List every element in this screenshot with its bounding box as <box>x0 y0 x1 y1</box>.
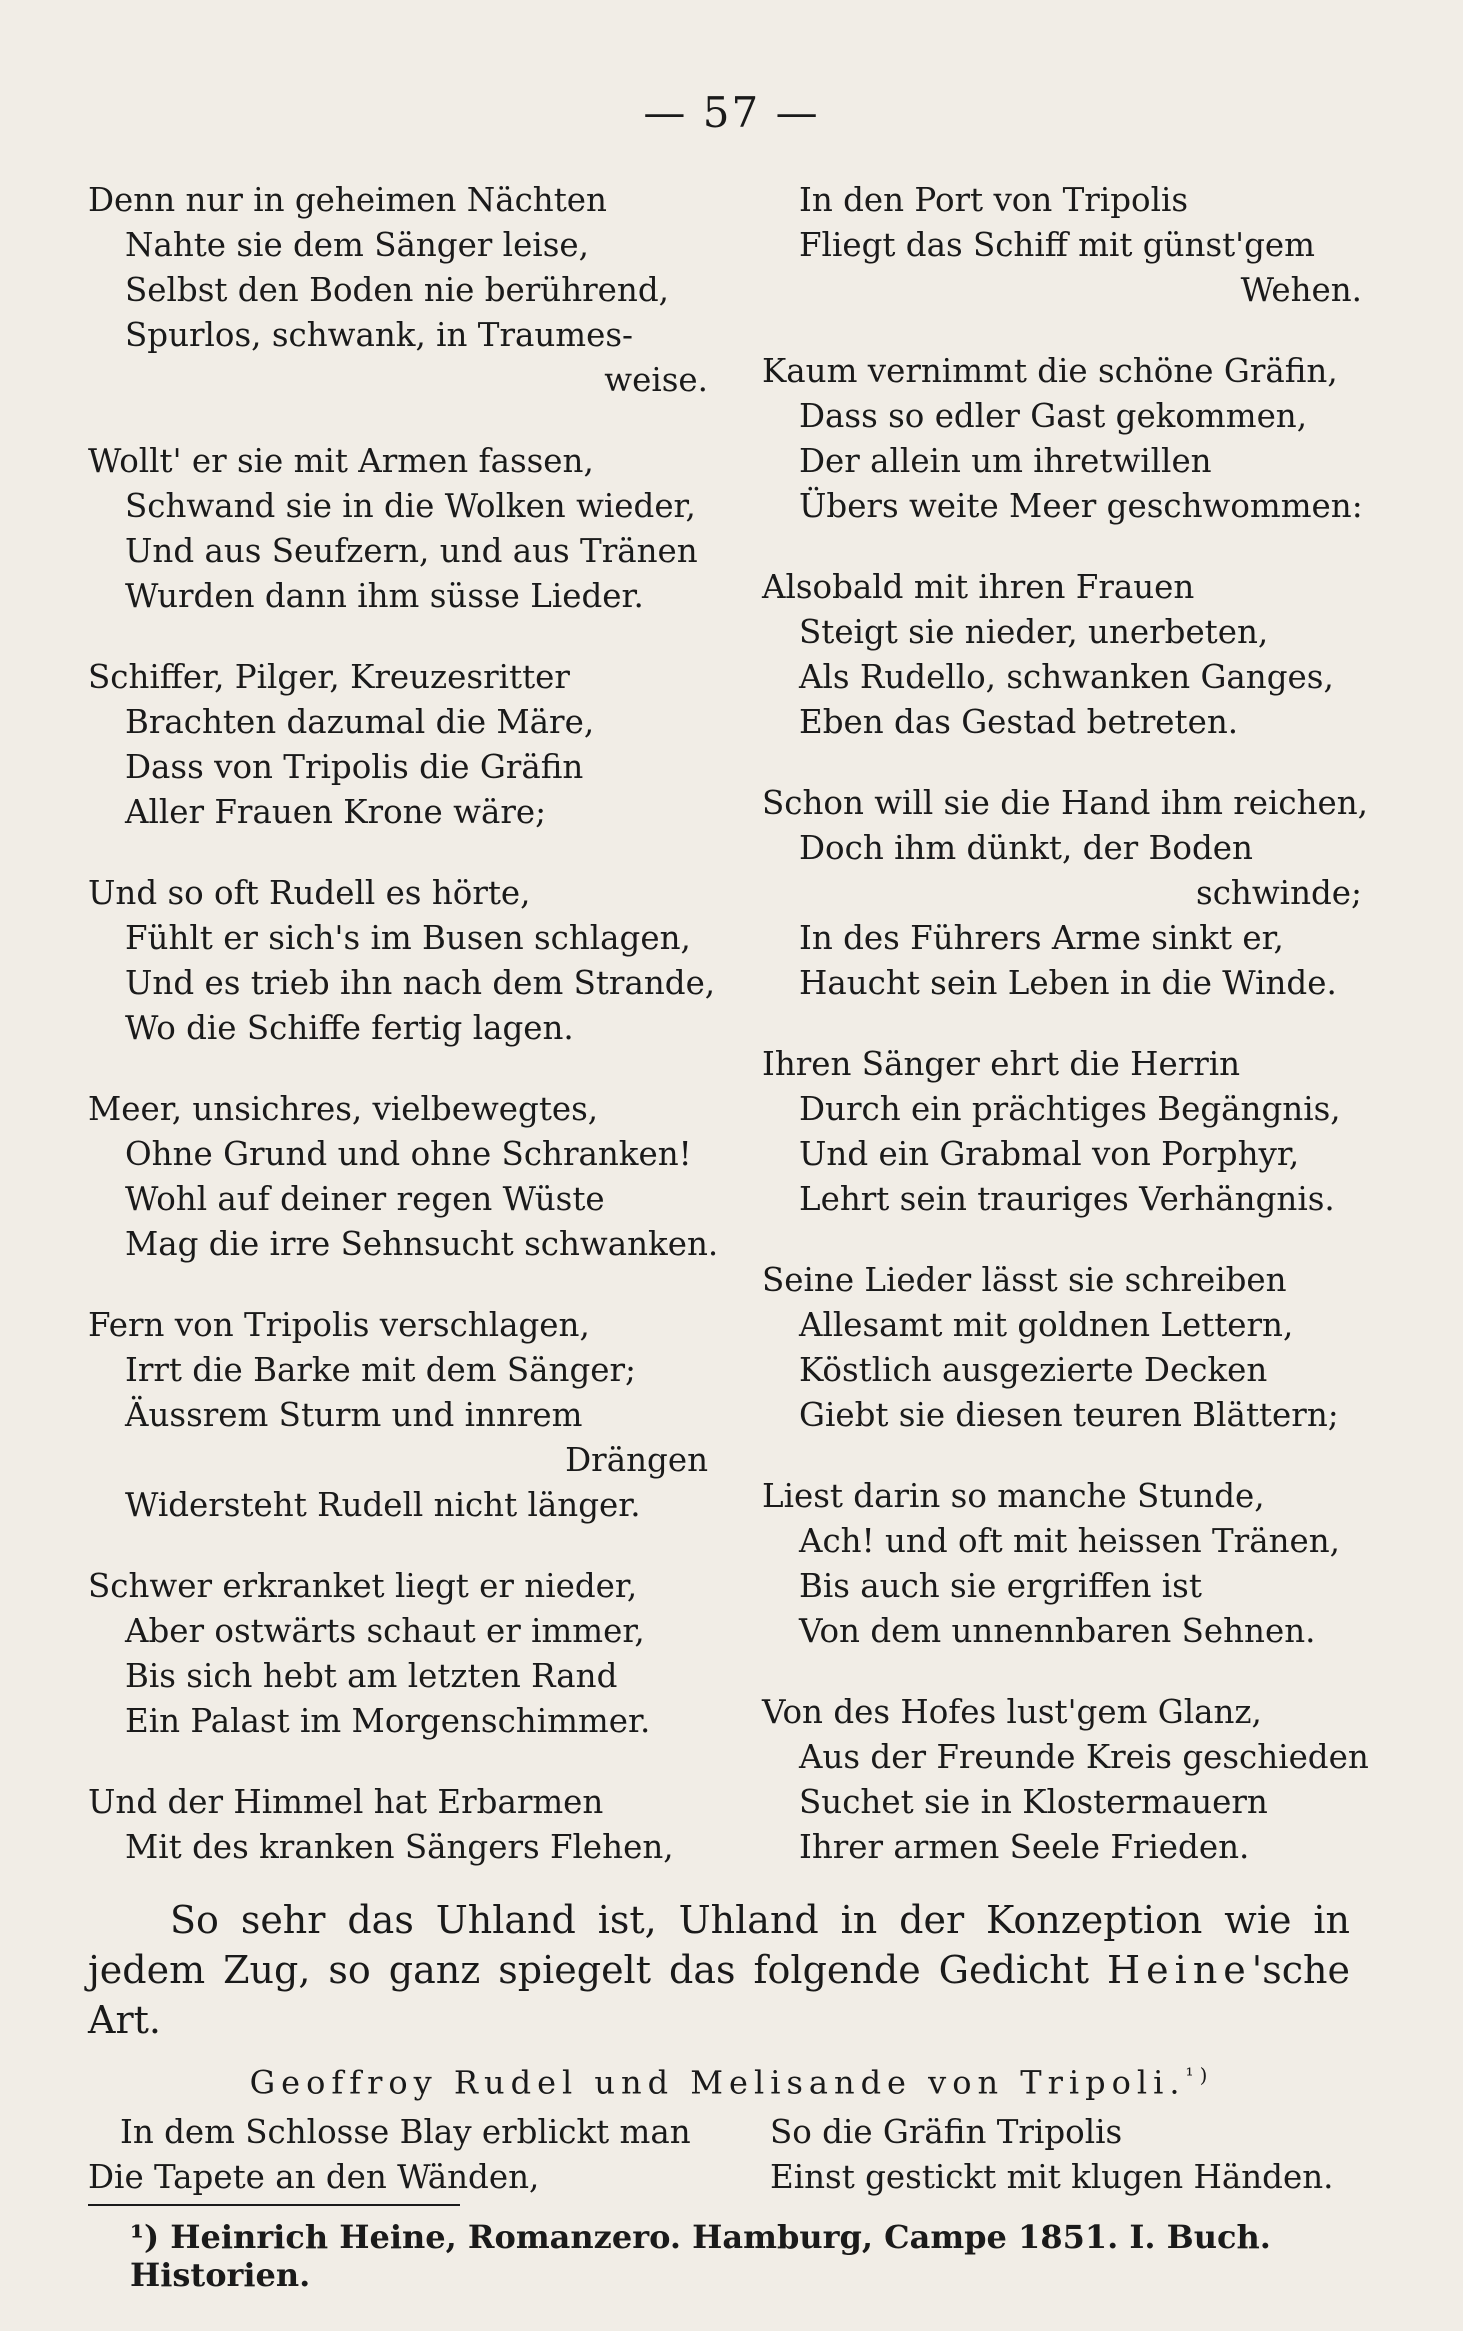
verse-line: Suchet sie in Klostermauern <box>799 1783 1268 1821</box>
stanza <box>762 1690 1369 1870</box>
verse-line: In des Führers Arme sinkt er, <box>799 919 1284 957</box>
prose-part-1: So sehr das Uhland ist, Uhland in der Konzeption wie in jedem Zug, so ganz spiegelt das folgende Gedicht <box>88 1898 1350 1992</box>
stanza <box>88 1087 719 1267</box>
verse-line: Ihrer armen Seele Frieden. <box>799 1828 1250 1866</box>
verse-line: Drängen <box>565 1441 708 1479</box>
verse-line: Von des Hofes lust'gem Glanz, <box>762 1693 1262 1731</box>
stanza <box>762 565 1362 745</box>
bottom-right-verses <box>770 2110 1370 2200</box>
verse-line: Ein Palast im Morgenschimmer. <box>125 1702 651 1740</box>
verse-line: Brachten dazumal die Märe, <box>125 703 595 741</box>
bottom-left-verses <box>88 2110 720 2200</box>
footnote-mark: ¹) <box>130 2218 160 2256</box>
verse-line: Der allein um ihretwillen <box>799 442 1212 480</box>
verse-line: Irrt die Barke mit dem Sänger; <box>125 1351 637 1389</box>
verse-line: Und ein Grabmal von Porphyr, <box>799 1135 1300 1173</box>
stanza <box>88 655 708 835</box>
page-number: — 57 — <box>643 88 820 137</box>
stanza <box>762 1474 1362 1654</box>
verse-line: Und aus Seufzern, und aus Tränen <box>125 532 698 570</box>
prose-part-2: 'sche Art. <box>88 1948 1350 2042</box>
verse-line: Widersteht Rudell nicht länger. <box>125 1486 641 1524</box>
verse-line: Als Rudello, schwanken Ganges, <box>799 658 1334 696</box>
verse-line: Die Tapete an den Wänden, <box>88 2158 540 2196</box>
verse-line: Alsobald mit ihren Frauen <box>762 568 1195 606</box>
verse-line: Wurden dann ihm süsse Lieder. <box>125 577 644 615</box>
stanza <box>762 349 1362 529</box>
left-column <box>88 178 719 1906</box>
footnote <box>130 2218 1370 2294</box>
verse-line: Und so oft Rudell es hörte, <box>88 874 531 912</box>
verse-line: Lehrt sein trauriges Verhängnis. <box>799 1180 1335 1218</box>
verse-line: Wohl auf deiner regen Wüste <box>125 1180 605 1218</box>
verse-line: Wollt' er sie mit Armen fassen, <box>88 442 594 480</box>
verse-line: Selbst den Boden nie berührend, <box>125 271 669 309</box>
verse-line: Aus der Freunde Kreis geschieden <box>799 1738 1369 1776</box>
verse-line: Giebt sie diesen teuren Blättern; <box>799 1396 1339 1434</box>
verse-line: Und der Himmel hat Erbarmen <box>88 1783 604 1821</box>
verse-line: Und es trieb ihn nach dem Strande, <box>125 964 716 1002</box>
stanza <box>88 1780 708 1870</box>
verse-line: Einst gestickt mit klugen Händen. <box>770 2158 1334 2196</box>
verse-line: Übers weite Meer geschwommen: <box>799 487 1363 525</box>
verse-line: Schwand sie in die Wolken wieder, <box>125 487 696 525</box>
verse-line: In dem Schlosse Blay erblickt man <box>120 2113 691 2151</box>
verse-line: Seine Lieder lässt sie schreiben <box>762 1261 1287 1299</box>
prose-text <box>88 1895 1350 2045</box>
verse-line: Allesamt mit goldnen Lettern, <box>799 1306 1294 1344</box>
verse-line: Ihren Sänger ehrt die Herrin <box>762 1045 1241 1083</box>
verse-line: Fühlt er sich's im Busen schlagen, <box>125 919 691 957</box>
verse-line: Mit des kranken Sängers Flehen, <box>125 1828 674 1866</box>
verse-line: Meer, unsichres, vielbewegtes, <box>88 1090 599 1128</box>
verse-line: Nahte sie dem Sänger leise, <box>125 226 589 264</box>
stanza <box>88 439 708 619</box>
verse-line: Durch ein prächtiges Begängnis, <box>799 1090 1341 1128</box>
poem-heading <box>0 2063 1463 2102</box>
verse-line: Schiffer, Pilger, Kreuzesritter <box>88 658 570 696</box>
verse-line: Eben das Gestad betreten. <box>799 703 1239 741</box>
verse-line: In den Port von Tripolis <box>799 181 1189 219</box>
verse-line: weise. <box>604 361 708 399</box>
heading-footnote-mark: ¹) <box>1185 2063 1214 2087</box>
verse-line: Haucht sein Leben in die Winde. <box>799 964 1337 1002</box>
verse-line: Aber ostwärts schaut er immer, <box>125 1612 645 1650</box>
verse-line: Doch ihm dünkt, der Boden <box>799 829 1253 867</box>
verse-line: Wehen. <box>1240 271 1362 309</box>
stanza <box>88 1564 708 1744</box>
right-column <box>762 178 1369 1906</box>
verse-line: schwinde; <box>1196 874 1362 912</box>
verse-line: Bis sich hebt am letzten Rand <box>125 1657 618 1695</box>
prose-name-heine: Heine <box>1107 1948 1252 1992</box>
poem-heading-text: Geoffroy Rudel und Melisande von Tripoli. <box>249 2063 1186 2102</box>
stanza <box>88 1303 708 1528</box>
verse-line: Spurlos, schwank, in Traumes- <box>125 316 634 354</box>
stanza <box>88 871 716 1051</box>
verse-line: Fern von Tripolis verschlagen, <box>88 1306 590 1344</box>
verse-line: Mag die irre Sehnsucht schwanken. <box>125 1225 719 1263</box>
verse-line: Ohne Grund und ohne Schranken! <box>125 1135 692 1173</box>
stanza <box>762 178 1362 313</box>
verse-line: Kaum vernimmt die schöne Gräfin, <box>762 352 1338 390</box>
verse-line: Dass von Tripolis die Gräfin <box>125 748 584 786</box>
stanza <box>762 1042 1362 1222</box>
verse-line: Aller Frauen Krone wäre; <box>125 793 547 831</box>
verse-line: Denn nur in geheimen Nächten <box>88 181 607 219</box>
stanza <box>88 178 708 403</box>
verse-line: Schwer erkranket liegt er nieder, <box>88 1567 638 1605</box>
verse-line: Liest darin so manche Stunde, <box>762 1477 1265 1515</box>
verse-line: Köstlich ausgezierte Decken <box>799 1351 1268 1389</box>
verse-line: Ach! und oft mit heissen Tränen, <box>799 1522 1341 1560</box>
verse-line: Fliegt das Schiff mit günst'gem <box>799 226 1315 264</box>
verse-line: Dass so edler Gast gekommen, <box>799 397 1308 435</box>
verse-line: Von dem unnennbaren Sehnen. <box>799 1612 1316 1650</box>
verse-line: Schon will sie die Hand ihm reichen, <box>762 784 1369 822</box>
stanza <box>762 781 1369 1006</box>
verse-line: Steigt sie nieder, unerbeten, <box>799 613 1269 651</box>
footnote-text: Heinrich Heine, Romanzero. Hamburg, Campe 1851. I. Buch. Historien. <box>130 2218 1271 2294</box>
footnote-divider <box>88 2204 460 2206</box>
stanza <box>762 1258 1362 1438</box>
prose-paragraph <box>88 1895 1350 2045</box>
verse-line: Bis auch sie ergriffen ist <box>799 1567 1202 1605</box>
verse-line: Wo die Schiffe fertig lagen. <box>125 1009 574 1047</box>
verse-line: Äussrem Sturm und innrem <box>125 1396 583 1434</box>
verse-line: So die Gräfin Tripolis <box>770 2113 1123 2151</box>
